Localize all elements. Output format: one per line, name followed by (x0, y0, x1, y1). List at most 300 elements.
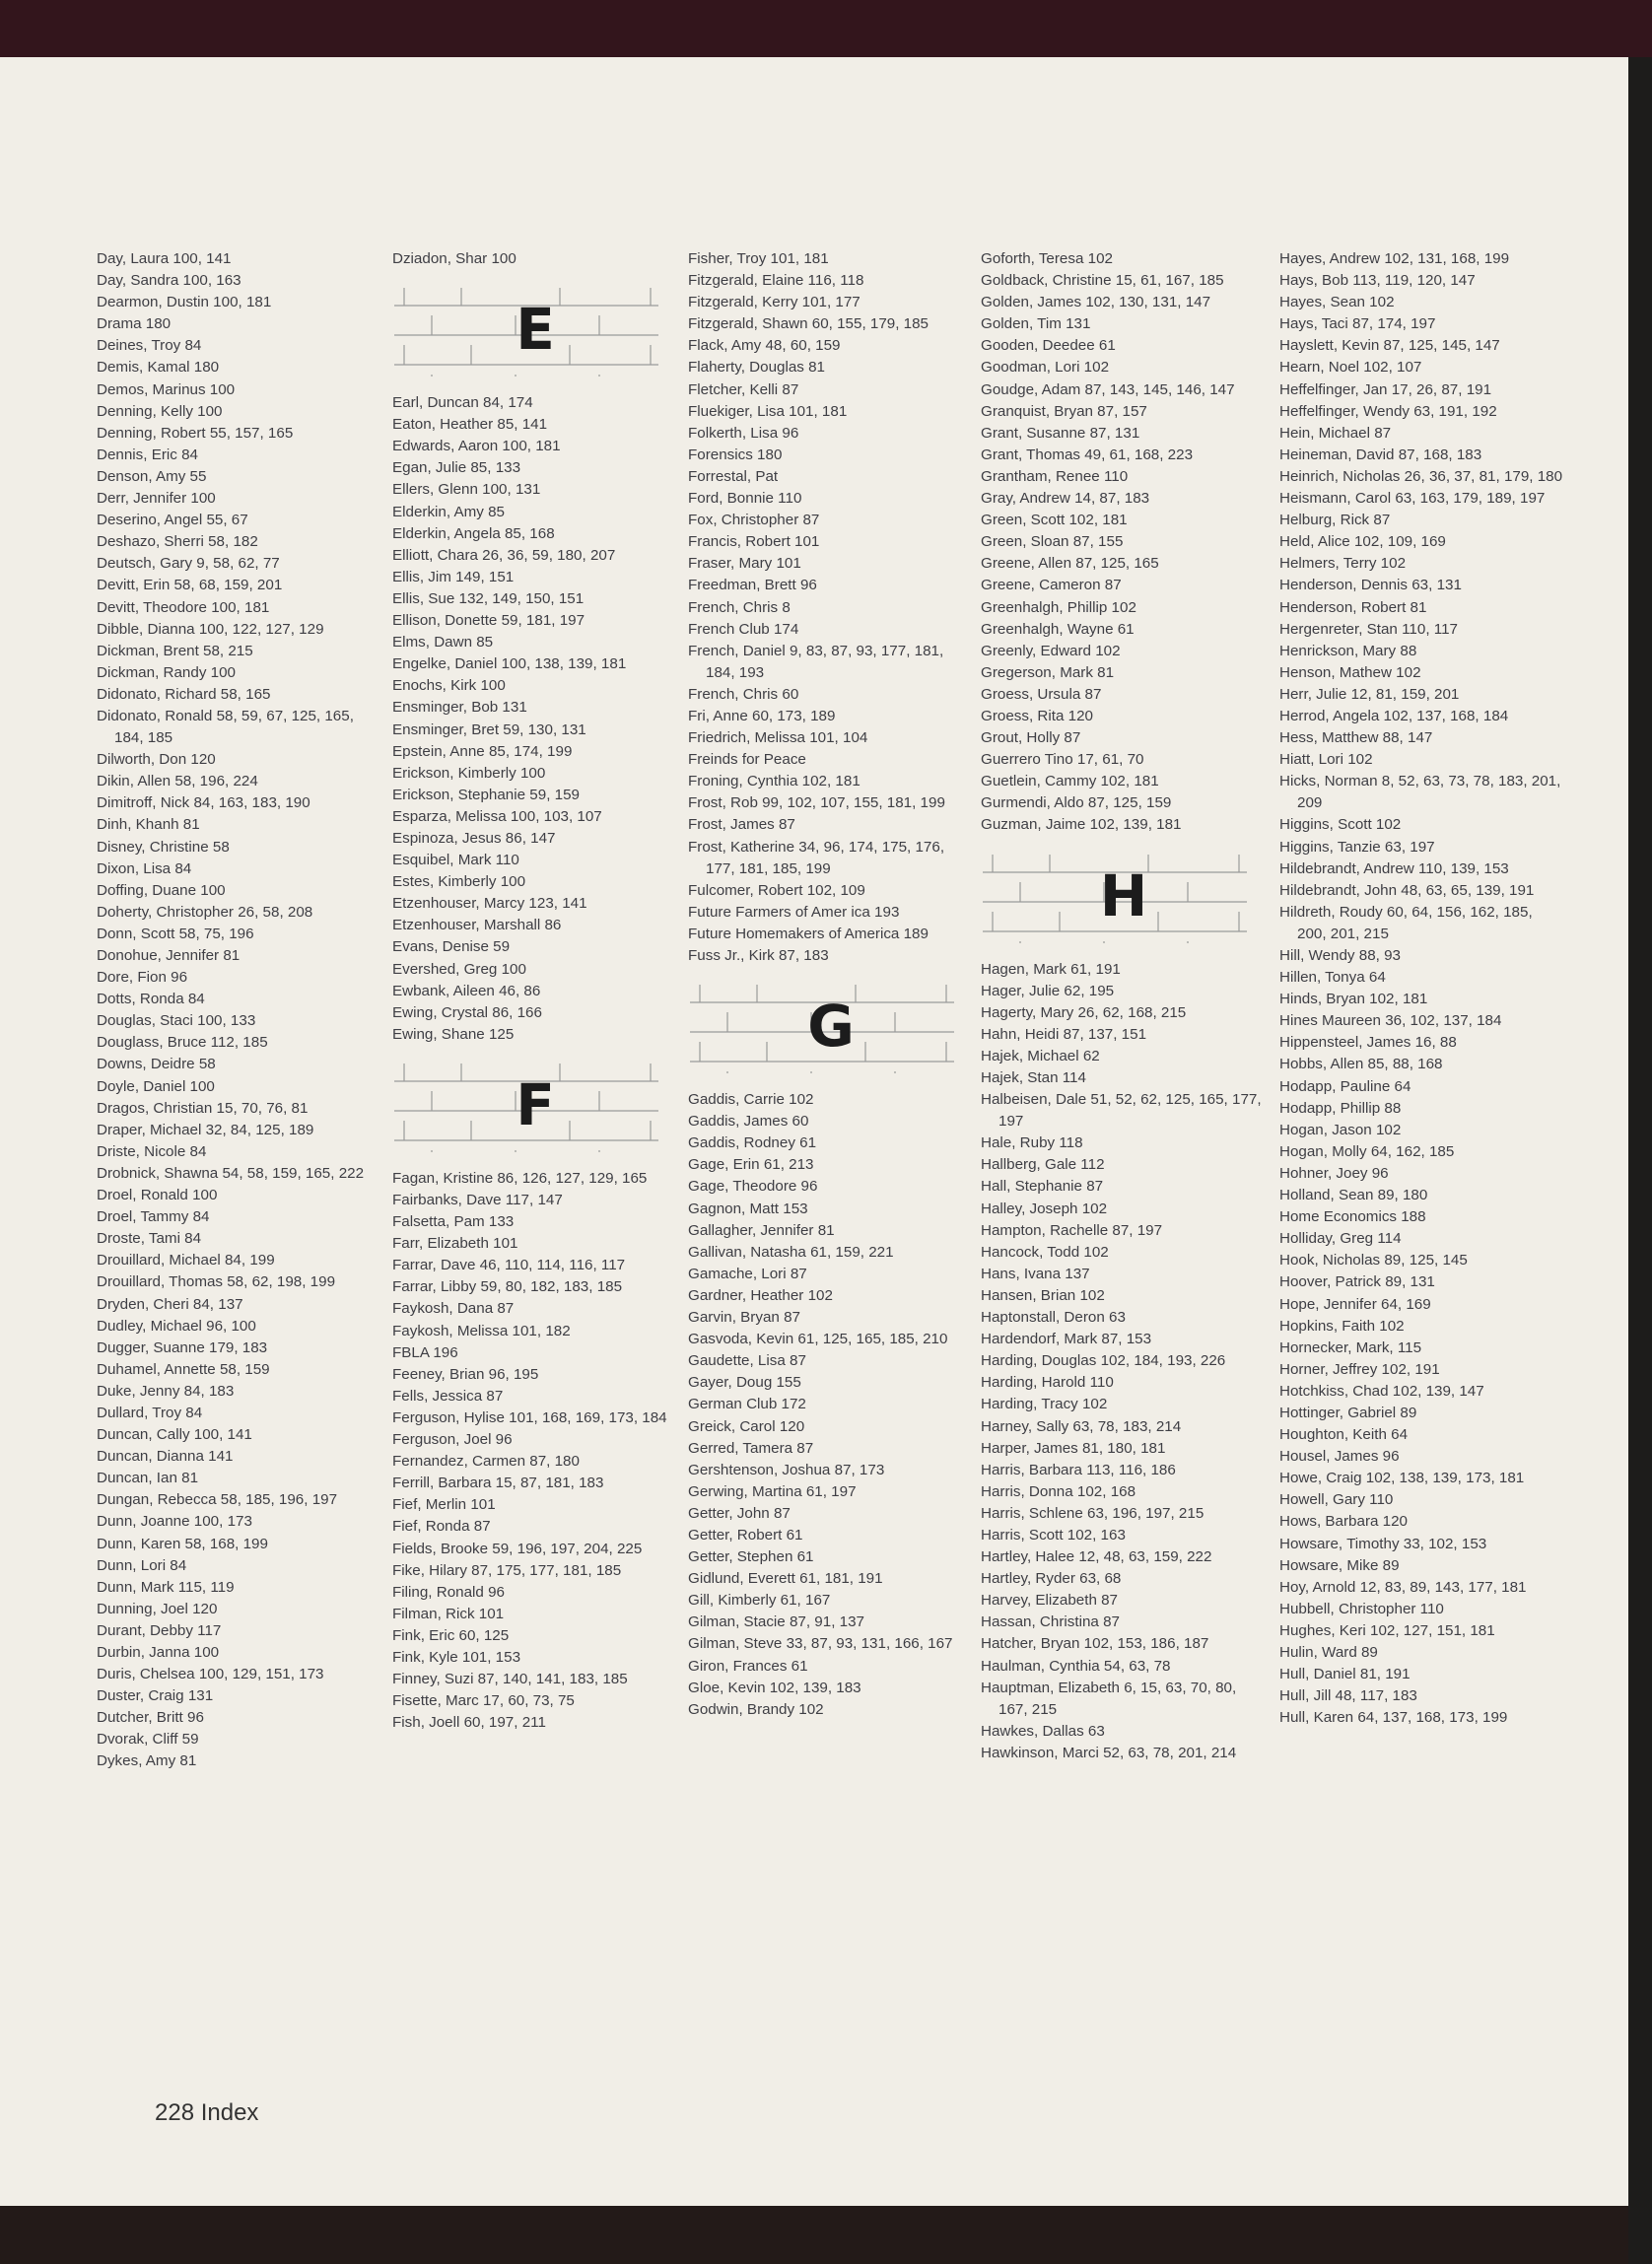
index-entry: Deserino, Angel 55, 67 (97, 512, 248, 529)
index-entry: Fitzgerald, Elaine 116, 118 (688, 272, 864, 290)
index-entry: Farr, Elizabeth 101 (392, 1235, 518, 1253)
index-entry: Duncan, Dianna 141 (97, 1448, 234, 1466)
index-entry: Green, Sloan 87, 155 (981, 533, 1124, 551)
index-entry: Deines, Troy 84 (97, 337, 202, 355)
index-entry: Dunn, Joanne 100, 173 (97, 1513, 252, 1531)
index-entry: Dinh, Khanh 81 (97, 816, 200, 834)
index-entry: Halbeisen, Dale 51, 52, 62, 125, 165, 177, 197 (981, 1091, 1262, 1131)
index-entry: Flaherty, Douglas 81 (688, 359, 826, 377)
index-entry: Dixon, Lisa 84 (97, 859, 192, 877)
index-entry: Fagan, Kristine 86, 126, 127, 129, 165 (392, 1169, 648, 1187)
index-entry: Demos, Marinus 100 (97, 380, 236, 398)
index-entry: Fri, Anne 60, 173, 189 (688, 707, 836, 724)
index-entry: Greenhalgh, Wayne 61 (981, 620, 1135, 638)
index-entry: Devitt, Theodore 100, 181 (97, 598, 270, 616)
index-entry: Fink, Kyle 101, 153 (392, 1648, 521, 1666)
index-entry: Drouillard, Michael 84, 199 (97, 1252, 275, 1269)
index-entry: Dryden, Cheri 84, 137 (97, 1295, 243, 1313)
index-entry: Ferrill, Barbara 15, 87, 181, 183 (392, 1475, 604, 1492)
index-entry: Ferguson, Hylise 101, 168, 169, 173, 184 (392, 1408, 667, 1426)
index-entry: Hornecker, Mark, 115 (1279, 1338, 1422, 1356)
index-entry: Freinds for Peace (688, 751, 806, 769)
index-entry: Hull, Jill 48, 117, 183 (1279, 1687, 1417, 1705)
index-entry: French, Chris 60 (688, 685, 799, 703)
index-entry: Howsare, Timothy 33, 102, 153 (1279, 1535, 1487, 1552)
index-entry: Future Farmers of Amer ica 193 (688, 903, 900, 921)
index-entry: Hulin, Ward 89 (1279, 1644, 1378, 1661)
index-entry: Hildreth, Roudy 60, 64, 156, 162, 185, 200, 201, 215 (1279, 903, 1533, 942)
index-entry: Etzenhouser, Marshall 86 (392, 917, 562, 934)
index-entry: Drouillard, Thomas 58, 62, 198, 199 (97, 1273, 336, 1291)
index-entry: Driste, Nicole 84 (97, 1142, 207, 1160)
index-entry: Frost, Katherine 34, 96, 174, 175, 176, 177, 181, 185, 199 (688, 838, 945, 877)
index-entry: Higgins, Scott 102 (1279, 816, 1402, 834)
index-entry: German Club 172 (688, 1396, 806, 1413)
index-entry: Erickson, Stephanie 59, 159 (392, 786, 580, 803)
index-entry: Hartley, Ryder 63, 68 (981, 1570, 1122, 1588)
index-entry: Grantham, Renee 110 (981, 467, 1129, 485)
index-entry: Hull, Karen 64, 137, 168, 173, 199 (1279, 1709, 1508, 1727)
index-entry: Dimitroff, Nick 84, 163, 183, 190 (97, 794, 310, 812)
index-entry: Giron, Frances 61 (688, 1657, 808, 1675)
letter-section-divider (688, 975, 974, 1077)
index-entry: Erickson, Kimberly 100 (392, 764, 546, 782)
index-entry: Gagnon, Matt 153 (688, 1200, 808, 1217)
index-entry: Earl, Duncan 84, 174 (392, 394, 533, 412)
index-entry: Henderson, Dennis 63, 131 (1279, 577, 1462, 594)
index-entry: Dibble, Dianna 100, 122, 127, 129 (97, 620, 324, 638)
index-entry: French, Chris 8 (688, 598, 791, 616)
index-entry: Gooden, Deedee 61 (981, 337, 1116, 355)
index-entry: Fulcomer, Robert 102, 109 (688, 881, 865, 899)
index-entry: Fitzgerald, Shawn 60, 155, 179, 185 (688, 315, 929, 333)
index-entry: Day, Laura 100, 141 (97, 250, 232, 267)
index-entry: Getter, John 87 (688, 1504, 791, 1522)
index-entry: Heineman, David 87, 168, 183 (1279, 446, 1482, 463)
index-entry: Finney, Suzi 87, 140, 141, 183, 185 (392, 1671, 628, 1688)
index-entry: Hoover, Patrick 89, 131 (1279, 1273, 1435, 1291)
index-entry: Elderkin, Amy 85 (392, 503, 505, 520)
index-entry: Douglass, Bruce 112, 185 (97, 1034, 268, 1052)
index-entry: Enochs, Kirk 100 (392, 677, 506, 695)
index-entry: Heffelfinger, Wendy 63, 191, 192 (1279, 402, 1497, 420)
index-entry: Hancock, Todd 102 (981, 1243, 1109, 1261)
index-entry: Green, Scott 102, 181 (981, 512, 1128, 529)
index-entry: Filing, Ronald 96 (392, 1583, 505, 1601)
index-entry: Hopkins, Faith 102 (1279, 1317, 1405, 1335)
index-entry: Hays, Bob 113, 119, 120, 147 (1279, 272, 1476, 290)
index-entry: Dvorak, Cliff 59 (97, 1731, 199, 1749)
index-entry: Hale, Ruby 118 (981, 1134, 1083, 1152)
index-entry: Dudley, Michael 96, 100 (97, 1317, 256, 1335)
index-entry: Groess, Ursula 87 (981, 685, 1102, 703)
index-entry: Fells, Jessica 87 (392, 1387, 504, 1405)
index-entry: Dziadon, Shar 100 (392, 250, 516, 267)
index-entry: Denning, Robert 55, 157, 165 (97, 424, 294, 442)
index-entry: Droel, Tammy 84 (97, 1208, 210, 1226)
index-entry: Froning, Cynthia 102, 181 (688, 773, 860, 790)
index-entry: Freedman, Brett 96 (688, 577, 817, 594)
index-entry: Demis, Kamal 180 (97, 359, 220, 377)
index-entry: Heffelfinger, Jan 17, 26, 87, 191 (1279, 380, 1492, 398)
index-entry: Dennis, Eric 84 (97, 446, 198, 463)
index-entry: FBLA 196 (392, 1343, 458, 1361)
index-entry: Housel, James 96 (1279, 1448, 1400, 1466)
index-entry: Greenly, Edward 102 (981, 642, 1121, 659)
index-entry: French, Daniel 9, 83, 87, 93, 177, 181, 184, 193 (688, 642, 944, 681)
index-entry: Fink, Eric 60, 125 (392, 1626, 510, 1644)
index-entry: Ewing, Crystal 86, 166 (392, 1003, 542, 1021)
index-entry: Friedrich, Melissa 101, 104 (688, 729, 868, 747)
index-entry: Godwin, Brandy 102 (688, 1700, 824, 1718)
index-entry: Ellers, Glenn 100, 131 (392, 481, 541, 499)
index-entry: Goldback, Christine 15, 61, 167, 185 (981, 272, 1224, 290)
index-entry: Disney, Christine 58 (97, 838, 230, 856)
index-entry: Hagen, Mark 61, 191 (981, 960, 1121, 978)
index-entry: Hottinger, Gabriel 89 (1279, 1404, 1417, 1421)
index-entry: Downs, Deidre 58 (97, 1056, 216, 1073)
index-entry: Hayes, Sean 102 (1279, 294, 1395, 311)
index-entry: Duncan, Ian 81 (97, 1470, 199, 1487)
index-entry: Gaddis, Rodney 61 (688, 1134, 817, 1152)
index-entry: Hogan, Molly 64, 162, 185 (1279, 1142, 1455, 1160)
index-entry: Hook, Nicholas 89, 125, 145 (1279, 1252, 1468, 1269)
index-entry: Henrickson, Mary 88 (1279, 642, 1417, 659)
index-entry: Howe, Craig 102, 138, 139, 173, 181 (1279, 1470, 1525, 1487)
index-entry: Hayslett, Kevin 87, 125, 145, 147 (1279, 337, 1500, 355)
index-entry: Hall, Stephanie 87 (981, 1178, 1104, 1196)
index-column-5 (1279, 248, 1565, 1729)
index-entry: Hinds, Bryan 102, 181 (1279, 991, 1428, 1008)
index-entry: Harney, Sally 63, 78, 183, 214 (981, 1417, 1182, 1435)
index-entry: Hoy, Arnold 12, 83, 89, 143, 177, 181 (1279, 1578, 1527, 1596)
index-entry: Golden, Tim 131 (981, 315, 1091, 333)
index-entry: Hagerty, Mary 26, 62, 168, 215 (981, 1003, 1187, 1021)
index-entry: Donohue, Jennifer 81 (97, 947, 241, 964)
index-entry: Hicks, Norman 8, 52, 63, 73, 78, 183, 201, 209 (1279, 773, 1561, 812)
index-entry: Fairbanks, Dave 117, 147 (392, 1192, 563, 1208)
index-entry: Durant, Debby 117 (97, 1621, 222, 1639)
index-entry: Howsare, Mike 89 (1279, 1556, 1400, 1574)
index-entry: Eaton, Heather 85, 141 (392, 416, 548, 434)
index-entry: Evans, Denise 59 (392, 938, 511, 956)
index-entry: Haulman, Cynthia 54, 63, 78 (981, 1657, 1171, 1675)
index-entry: Ferguson, Joel 96 (392, 1431, 513, 1449)
index-entry: Denning, Kelly 100 (97, 402, 223, 420)
index-entry: Denson, Amy 55 (97, 467, 207, 485)
index-entry: Gershtenson, Joshua 87, 173 (688, 1461, 885, 1478)
index-entry: Dunning, Joel 120 (97, 1600, 218, 1617)
index-entry: Herr, Julie 12, 81, 159, 201 (1279, 685, 1460, 703)
index-entry: Flack, Amy 48, 60, 159 (688, 337, 841, 355)
index-entry: Harris, Schlene 63, 196, 197, 215 (981, 1504, 1205, 1522)
index-entry: Fief, Merlin 101 (392, 1496, 496, 1514)
index-entry: Dunn, Mark 115, 119 (97, 1578, 235, 1596)
section-letter: E (516, 296, 555, 364)
index-entry: Drobnick, Shawna 54, 58, 159, 165, 222 (97, 1164, 365, 1182)
index-entry: Fernandez, Carmen 87, 180 (392, 1453, 580, 1471)
index-entry: Harding, Harold 110 (981, 1374, 1114, 1392)
index-entry: Duncan, Cally 100, 141 (97, 1426, 252, 1444)
page-binding-edge (1628, 57, 1652, 2264)
index-entry: Fike, Hilary 87, 175, 177, 181, 185 (392, 1561, 622, 1579)
index-entry: Houghton, Keith 64 (1279, 1426, 1409, 1444)
index-entry: Hajek, Michael 62 (981, 1047, 1100, 1064)
index-entry: Dutcher, Britt 96 (97, 1709, 204, 1727)
index-entry: Ford, Bonnie 110 (688, 490, 802, 508)
index-entry: Forrestal, Pat (688, 467, 779, 485)
index-entry: Hampton, Rachelle 87, 197 (981, 1221, 1163, 1239)
index-entry: Hines Maureen 36, 102, 137, 184 (1279, 1012, 1502, 1030)
index-entry: Harris, Barbara 113, 116, 186 (981, 1461, 1176, 1478)
page-footer-label: 228 Index (155, 2099, 259, 2126)
index-entry: Hardendorf, Mark 87, 153 (981, 1331, 1152, 1348)
index-entry: Elliott, Chara 26, 36, 59, 180, 207 (392, 546, 616, 564)
index-entry: Hein, Michael 87 (1279, 424, 1392, 442)
index-entry: Egan, Julie 85, 133 (392, 459, 521, 477)
index-entry: Gerred, Tamera 87 (688, 1439, 814, 1457)
index-entry: Guzman, Jaime 102, 139, 181 (981, 816, 1182, 834)
index-entry: Hansen, Brian 102 (981, 1286, 1105, 1304)
index-entry: Hubbell, Christopher 110 (1279, 1600, 1444, 1617)
index-entry: Dore, Fion 96 (97, 969, 188, 987)
index-entry: Hodapp, Pauline 64 (1279, 1077, 1411, 1095)
index-entry: Guetlein, Cammy 102, 181 (981, 773, 1159, 790)
index-column-1 (97, 248, 382, 1773)
index-entry: Fraser, Mary 101 (688, 555, 801, 573)
index-entry: Ensminger, Bret 59, 130, 131 (392, 720, 586, 738)
index-entry: Held, Alice 102, 109, 169 (1279, 533, 1446, 551)
index-entry: Gayer, Doug 155 (688, 1374, 801, 1392)
index-entry: Guerrero Tino 17, 61, 70 (981, 751, 1144, 769)
index-entry: Heismann, Carol 63, 163, 179, 189, 197 (1279, 490, 1546, 508)
index-entry: Estes, Kimberly 100 (392, 873, 526, 891)
index-entry: Grant, Thomas 49, 61, 168, 223 (981, 446, 1194, 463)
index-entry: Harris, Scott 102, 163 (981, 1526, 1126, 1544)
index-entry: Hearn, Noel 102, 107 (1279, 359, 1422, 377)
index-entry: French Club 174 (688, 620, 799, 638)
index-entry: Derr, Jennifer 100 (97, 490, 216, 508)
index-entry: Douglas, Staci 100, 133 (97, 1012, 256, 1030)
index-entry: Halley, Joseph 102 (981, 1200, 1108, 1217)
index-entry: Garvin, Bryan 87 (688, 1309, 800, 1327)
index-entry: Hows, Barbara 120 (1279, 1513, 1409, 1531)
index-entry: Edwards, Aaron 100, 181 (392, 438, 561, 455)
index-entry: Hull, Daniel 81, 191 (1279, 1666, 1411, 1683)
index-entry: Henderson, Robert 81 (1279, 598, 1427, 616)
index-entry: Hippensteel, James 16, 88 (1279, 1034, 1457, 1052)
index-entry: Fuss Jr., Kirk 87, 183 (688, 947, 829, 964)
index-entry: Groess, Rita 120 (981, 707, 1093, 724)
index-entry: Hartley, Halee 12, 48, 63, 159, 222 (981, 1548, 1212, 1566)
index-entry: Ellis, Jim 149, 151 (392, 568, 515, 585)
index-entry: Esparza, Melissa 100, 103, 107 (392, 807, 602, 825)
index-entry: Hess, Matthew 88, 147 (1279, 729, 1433, 747)
index-entry: Dikin, Allen 58, 196, 224 (97, 773, 258, 790)
index-entry: Horner, Jeffrey 102, 191 (1279, 1360, 1440, 1378)
index-entry: Draper, Michael 32, 84, 125, 189 (97, 1121, 314, 1138)
index-entry: Fish, Joell 60, 197, 211 (392, 1714, 546, 1732)
index-entry: Deutsch, Gary 9, 58, 62, 77 (97, 555, 280, 573)
index-entry: Hayes, Andrew 102, 131, 168, 199 (1279, 250, 1510, 267)
index-entry: Gaddis, Carrie 102 (688, 1091, 814, 1109)
index-entry: Goodman, Lori 102 (981, 359, 1110, 377)
index-entry: Dickman, Brent 58, 215 (97, 642, 253, 659)
index-entry: Holland, Sean 89, 180 (1279, 1187, 1428, 1204)
index-entry: Drama 180 (97, 315, 172, 333)
index-entry: Falsetta, Pam 133 (392, 1213, 515, 1231)
index-entry: Fisher, Troy 101, 181 (688, 250, 829, 267)
index-entry: Gardner, Heather 102 (688, 1286, 833, 1304)
letter-section-divider (392, 278, 678, 380)
index-entry: Grout, Holly 87 (981, 729, 1081, 747)
index-entry: Esquibel, Mark 110 (392, 852, 519, 869)
index-entry: Hawkes, Dallas 63 (981, 1722, 1105, 1740)
index-entry: Dykes, Amy 81 (97, 1752, 197, 1770)
index-entry: Hohner, Joey 96 (1279, 1164, 1389, 1182)
index-entry: Getter, Stephen 61 (688, 1548, 814, 1566)
section-letter: G (807, 993, 855, 1061)
index-entry: Hajek, Stan 114 (981, 1069, 1086, 1086)
index-entry: Durbin, Janna 100 (97, 1644, 220, 1661)
index-entry: Greenhalgh, Phillip 102 (981, 598, 1136, 616)
index-entry: Gage, Theodore 96 (688, 1178, 818, 1196)
index-entry: Frost, James 87 (688, 816, 795, 834)
index-entry: Ewing, Shane 125 (392, 1025, 515, 1043)
index-entry: Home Economics 188 (1279, 1208, 1426, 1226)
index-entry: Gloe, Kevin 102, 139, 183 (688, 1679, 861, 1696)
index-entry: Harding, Douglas 102, 184, 193, 226 (981, 1352, 1226, 1370)
index-entry: Folkerth, Lisa 96 (688, 424, 799, 442)
index-entry: Fox, Christopher 87 (688, 512, 820, 529)
index-column-2 (392, 248, 678, 1734)
section-letter: H (1099, 861, 1148, 929)
index-entry: Gill, Kimberly 61, 167 (688, 1592, 831, 1610)
index-entry: Ellison, Donette 59, 181, 197 (392, 612, 585, 630)
index-entry: Francis, Robert 101 (688, 533, 820, 551)
index-entry: Faykosh, Dana 87 (392, 1300, 515, 1318)
index-entry: Greick, Carol 120 (688, 1417, 805, 1435)
index-entry: Hatcher, Bryan 102, 153, 186, 187 (981, 1635, 1209, 1653)
index-entry: Gray, Andrew 14, 87, 183 (981, 490, 1150, 508)
index-entry: Dullard, Troy 84 (97, 1404, 203, 1421)
index-entry: Hope, Jennifer 64, 169 (1279, 1295, 1431, 1313)
index-entry: Hotchkiss, Chad 102, 139, 147 (1279, 1382, 1484, 1400)
index-entry: Gurmendi, Aldo 87, 125, 159 (981, 794, 1172, 812)
index-entry: Gaddis, James 60 (688, 1113, 809, 1131)
index-entry: Dungan, Rebecca 58, 185, 196, 197 (97, 1491, 338, 1509)
index-entry: Gilman, Steve 33, 87, 93, 131, 166, 167 (688, 1635, 953, 1653)
index-entry: Farrar, Dave 46, 110, 114, 116, 117 (392, 1257, 626, 1274)
index-entry: Dotts, Ronda 84 (97, 991, 205, 1008)
index-entry: Epstein, Anne 85, 174, 199 (392, 742, 573, 760)
index-entry: Hauptman, Elizabeth 6, 15, 63, 70, 80, 167, 215 (981, 1679, 1237, 1718)
index-entry: Frost, Rob 99, 102, 107, 155, 181, 199 (688, 794, 945, 812)
index-entry: Hildebrandt, John 48, 63, 65, 139, 191 (1279, 881, 1535, 899)
index-entry: Etzenhouser, Marcy 123, 141 (392, 895, 587, 913)
index-entry: Dugger, Suanne 179, 183 (97, 1338, 268, 1356)
index-entry: Dilworth, Don 120 (97, 751, 216, 769)
index-entry: Howell, Gary 110 (1279, 1491, 1394, 1509)
index-entry: Haptonstall, Deron 63 (981, 1309, 1126, 1327)
index-entry: Elms, Dawn 85 (392, 634, 494, 652)
index-entry: Espinoza, Jesus 86, 147 (392, 829, 556, 847)
index-entry: Ellis, Sue 132, 149, 150, 151 (392, 589, 585, 607)
index-entry: Devitt, Erin 58, 68, 159, 201 (97, 577, 283, 594)
index-entry: Dragos, Christian 15, 70, 76, 81 (97, 1099, 309, 1117)
index-entry: Doyle, Daniel 100 (97, 1077, 215, 1095)
index-entry: Fields, Brooke 59, 196, 197, 204, 225 (392, 1540, 643, 1557)
index-entry: Goudge, Adam 87, 143, 145, 146, 147 (981, 380, 1235, 398)
index-entry: Hiatt, Lori 102 (1279, 751, 1373, 769)
index-entry: Hildebrandt, Andrew 110, 139, 153 (1279, 859, 1509, 877)
index-entry: Gerwing, Martina 61, 197 (688, 1482, 857, 1500)
index-entry: Getter, Robert 61 (688, 1526, 803, 1544)
index-entry: Doherty, Christopher 26, 58, 208 (97, 903, 313, 921)
section-letter: F (516, 1070, 555, 1138)
index-entry: Hans, Ivana 137 (981, 1265, 1090, 1282)
index-entry: Dunn, Karen 58, 168, 199 (97, 1535, 268, 1552)
index-entry: Fisette, Marc 17, 60, 73, 75 (392, 1692, 575, 1710)
index-entry: Grant, Susanne 87, 131 (981, 424, 1140, 442)
bottom-dark-border (0, 2206, 1628, 2264)
index-entry: Ewbank, Aileen 46, 86 (392, 982, 541, 999)
index-entry: Hogan, Jason 102 (1279, 1121, 1402, 1138)
index-entry: Future Homemakers of America 189 (688, 925, 929, 942)
index-entry: Dearmon, Dustin 100, 181 (97, 294, 272, 311)
index-entry: Holliday, Greg 114 (1279, 1230, 1402, 1248)
index-entry: Duke, Jenny 84, 183 (97, 1382, 235, 1400)
index-entry: Hassan, Christina 87 (981, 1613, 1120, 1631)
index-entry: Duster, Craig 131 (97, 1687, 214, 1705)
index-entry: Gallivan, Natasha 61, 159, 221 (688, 1243, 894, 1261)
index-entry: Harvey, Elizabeth 87 (981, 1592, 1119, 1610)
index-entry: Hays, Taci 87, 174, 197 (1279, 315, 1436, 333)
index-entry: Deshazo, Sherri 58, 182 (97, 533, 258, 551)
index-entry: Droste, Tami 84 (97, 1230, 202, 1248)
index-entry: Droel, Ronald 100 (97, 1187, 218, 1204)
index-entry: Donn, Scott 58, 75, 196 (97, 925, 254, 942)
index-entry: Day, Sandra 100, 163 (97, 272, 241, 290)
index-entry: Gallagher, Jennifer 81 (688, 1221, 835, 1239)
index-entry: Goforth, Teresa 102 (981, 250, 1113, 267)
index-entry: Doffing, Duane 100 (97, 881, 226, 899)
letter-section-divider (981, 845, 1267, 947)
index-entry: Gasvoda, Kevin 61, 125, 165, 185, 210 (688, 1331, 948, 1348)
index-entry: Greene, Allen 87, 125, 165 (981, 555, 1159, 573)
index-entry: Hughes, Keri 102, 127, 151, 181 (1279, 1621, 1495, 1639)
index-entry: Golden, James 102, 130, 131, 147 (981, 294, 1211, 311)
index-entry: Higgins, Tanzie 63, 197 (1279, 838, 1435, 856)
index-entry: Gamache, Lori 87 (688, 1265, 807, 1282)
index-entry: Gilman, Stacie 87, 91, 137 (688, 1613, 864, 1631)
index-entry: Heinrich, Nicholas 26, 36, 37, 81, 179, 180 (1279, 467, 1563, 485)
index-entry: Elderkin, Angela 85, 168 (392, 524, 555, 542)
index-entry: Gage, Erin 61, 213 (688, 1156, 814, 1174)
index-entry: Henson, Mathew 102 (1279, 663, 1421, 681)
index-entry: Fletcher, Kelli 87 (688, 380, 799, 398)
index-entry: Duris, Chelsea 100, 129, 151, 173 (97, 1666, 324, 1683)
index-entry: Engelke, Daniel 100, 138, 139, 181 (392, 655, 627, 673)
index-entry: Faykosh, Melissa 101, 182 (392, 1322, 571, 1339)
index-entry: Fitzgerald, Kerry 101, 177 (688, 294, 860, 311)
index-entry: Hergenreter, Stan 110, 117 (1279, 620, 1458, 638)
index-entry: Didonato, Ronald 58, 59, 67, 125, 165, 184, 185 (97, 707, 354, 747)
index-entry: Hodapp, Phillip 88 (1279, 1099, 1402, 1117)
index-entry: Hahn, Heidi 87, 137, 151 (981, 1025, 1147, 1043)
index-entry: Fluekiger, Lisa 101, 181 (688, 402, 848, 420)
index-entry: Hager, Julie 62, 195 (981, 982, 1115, 999)
